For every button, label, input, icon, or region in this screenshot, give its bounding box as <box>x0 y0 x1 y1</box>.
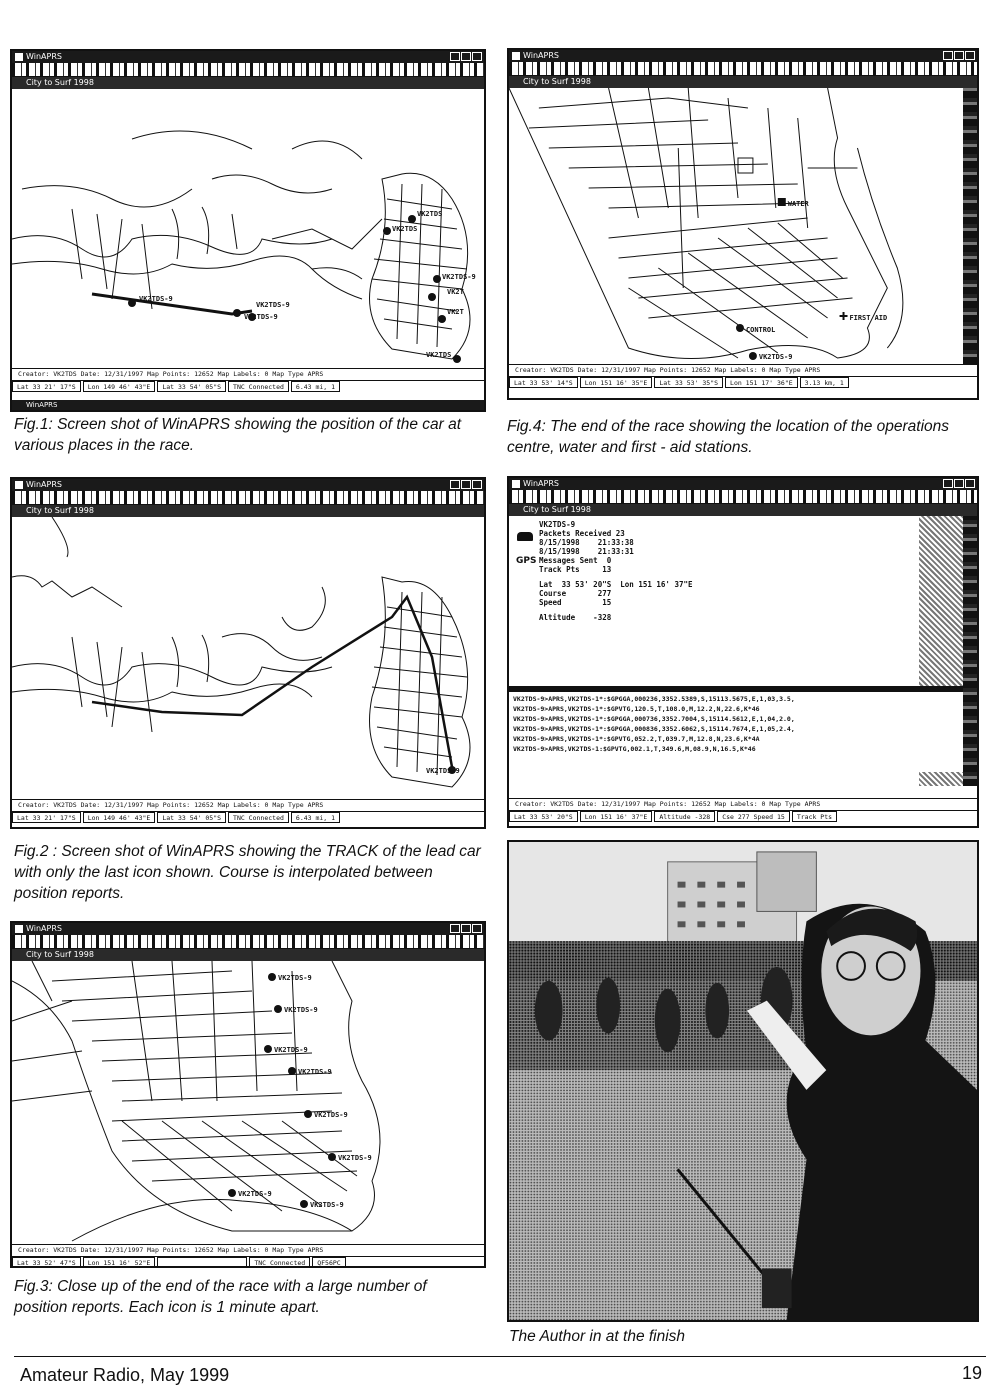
packet-line: VK2TDS-9>APRS,VK2TDS-1*:$GPVTG,120.5,T,108.0,M,12.2,N,22.6,K*46 <box>513 705 760 713</box>
fig5-packet-log <box>509 686 963 772</box>
gps-icon: GPS <box>516 556 537 566</box>
packet-line: VK2TDS-9>APRS,VK2TDS-1*:$GPGGA,000836,3352.6062,S,15114.7674,E,1,05,2.4, <box>513 725 795 733</box>
fig5-screenshot <box>507 476 979 828</box>
fig4-map-label: WATER <box>787 199 809 209</box>
fig5-app-titlebar: WinAPRS <box>509 478 977 490</box>
fig2-map-titlebar: City to Surf 1998 <box>12 505 484 517</box>
fig1-map-titlebar: City to Surf 1998 <box>12 77 484 89</box>
fig4-map-titlebar: City to Surf 1998 <box>509 76 977 88</box>
fig3-toolbar <box>12 935 484 949</box>
packet-line: VK2TDS-9>APRS,VK2TDS-1*:$GPVTG,052.2,T,039.7,M,12.8,N,23.6,K*4A <box>513 735 760 743</box>
fig3-status-bar: Creator: VK2TDS Date: 12/31/1997 Map Points: 12652 Map Labels: 0 Map Type APRS <box>12 1244 484 1255</box>
fig2-app-titlebar: WinAPRS <box>12 479 484 491</box>
fig2-map-label: VK2TDS-9 <box>426 767 460 775</box>
fig1-screenshot <box>10 49 486 412</box>
window-icon <box>15 53 23 61</box>
fig1-map-label: VK2TDS-9 <box>442 273 476 281</box>
fig4-coord-bar: Lat 33 53' 14"S Lon 151 16' 35"E Lat 33 53' 35"S Lon 151 17' 36"E 3.13 km, 1 <box>509 376 977 388</box>
fig3-map-label: VK2TDS-9 <box>310 1201 344 1209</box>
fig5-station-info: VK2TDS-9 Packets Received 23 8/15/1998 21:33:38 8/15/1998 21:33:31 Messages Sent 0 Track Pts 13 Lat 33 53' 20"S Lon 151 16' 37"E Course 277 Speed 15 Altitude -328 <box>539 520 693 622</box>
fig4-app-titlebar: WinAPRS <box>509 50 977 62</box>
fig1-map-label: VK2TDS-9 <box>139 295 173 303</box>
fig2-caption: Fig.2 : Screen shot of WinAPRS showing the TRACK of the lead car with only the last icon shown. Course is interpolated between position reports. <box>14 843 481 902</box>
fig2-toolbar <box>12 491 484 505</box>
fig5-status-bar: Creator: VK2TDS Date: 12/31/1997 Map Points: 12652 Map Labels: 0 Map Type APRS <box>509 798 977 809</box>
fig4-toolbar <box>509 62 977 76</box>
fig2-screenshot <box>10 477 486 829</box>
fig1-toolbar <box>12 63 484 77</box>
fig4-map-label: FIRST AID <box>849 313 888 323</box>
page-number: 19 <box>961 1363 982 1383</box>
window-icon <box>512 52 520 60</box>
fig4-map-label: VK2TDS-9 <box>758 352 793 362</box>
fig2-status-bar: Creator: VK2TDS Date: 12/31/1997 Map Points: 12652 Map Labels: 0 Map Type APRS <box>12 799 484 810</box>
fig3-app-titlebar: WinAPRS <box>12 923 484 935</box>
fig1-taskbar: WinAPRS <box>12 400 484 410</box>
fig3-map-titlebar: City to Surf 1998 <box>12 949 484 961</box>
window-icon <box>15 481 23 489</box>
fig3-map-label: VK2TDS-9 <box>274 1046 308 1054</box>
fig1-map-label: VK2TDS <box>392 225 418 233</box>
packet-line: VK2TDS-9>APRS,VK2TDS-1*:$GPGGA,000236,3352.5389,S,15113.5675,E,1,03,3.5, <box>513 695 795 703</box>
fig4-side-toolbar <box>963 88 977 364</box>
fig5-map-titlebar: City to Surf 1998 <box>509 504 977 516</box>
author-photo <box>507 840 979 1322</box>
fig3-map-label: VK2TDS-9 <box>278 974 312 982</box>
fig1-map-label: VK2TDS <box>426 351 452 359</box>
fig4-map-label: CONTROL <box>745 325 776 335</box>
publication-title: Amateur Radio, May 1999 <box>20 1365 230 1385</box>
fig4-map <box>509 88 963 364</box>
fig4-caption: Fig.4: The end of the race showing the location of the operations centre, water and first - aid stations. <box>507 418 950 456</box>
fig3-map-label: VK2TDS-9 <box>298 1068 332 1076</box>
page-footer <box>14 1356 986 1393</box>
fig3-map-label: VK2TDS-9 <box>314 1111 348 1119</box>
fig5-coord-bar: Lat 33 53' 20"S Lon 151 16' 37"E Altitude -328 Cse 277 Speed 15 Track Pts <box>509 810 977 822</box>
fig3-map-label: VK2TDS-9 <box>284 1006 318 1014</box>
fig1-map-label: VK2TDS <box>417 210 443 218</box>
fig3-screenshot <box>10 921 486 1268</box>
fig5-side-toolbar <box>963 516 977 786</box>
fig1-caption: Fig.1: Screen shot of WinAPRS showing the position of the car at various places in the race. <box>14 416 462 454</box>
packet-line: VK2TDS-9>APRS,VK2TDS-1:$GPVTG,002.1,T,349.6,M,08.9,N,16.5,K*46 <box>513 745 756 753</box>
fig1-map-label: VK2TDS-9 <box>256 301 290 309</box>
fig1-status-bar: Creator: VK2TDS Date: 12/31/1997 Map Points: 12652 Map Labels: 0 Map Type APRS <box>12 368 484 379</box>
fig4-status-bar: Creator: VK2TDS Date: 12/31/1997 Map Points: 12652 Map Labels: 0 Map Type APRS <box>509 364 977 375</box>
fig3-map <box>12 961 484 1244</box>
photo-caption: The Author in at the finish <box>509 1328 686 1345</box>
fig3-map-label: VK2TDS-9 <box>238 1190 272 1198</box>
window-icon <box>512 480 520 488</box>
fig3-caption: Fig.3: Close up of the end of the race with a large number of position reports. Each icon is 1 minute apart. <box>14 1278 427 1316</box>
fig2-coord-bar: Lat 33 21' 17"S Lon 149 46' 43"E Lat 33 54' 05"S TNC Connected 6.43 mi, 1 <box>12 811 484 823</box>
fig1-map-label: VK2TDS-9 <box>244 313 278 321</box>
fig1-map <box>12 89 484 368</box>
window-icon <box>15 925 23 933</box>
packet-line: VK2TDS-9>APRS,VK2TDS-1*:$GPGGA,000736,3352.7004,S,15114.5612,E,1,04,2.0, <box>513 715 795 723</box>
fig1-app-titlebar: WinAPRS <box>12 51 484 63</box>
fig3-map-label: VK2TDS-9 <box>338 1154 372 1162</box>
fig1-coord-bar: Lat 33 21' 17"S Lon 149 46' 43"E Lat 33 54' 05"S TNC Connected 6.43 mi, 1 <box>12 380 484 392</box>
fig1-map-label: VK2T <box>447 308 464 316</box>
fig4-screenshot <box>507 48 979 400</box>
fig2-map <box>12 517 484 799</box>
fig1-map-label: VK2T <box>447 288 464 296</box>
fig5-toolbar <box>509 490 977 504</box>
fig3-coord-bar: Lat 33 52' 47"S Lon 151 16' 52"E TNC Connected QF56PC <box>12 1256 484 1268</box>
